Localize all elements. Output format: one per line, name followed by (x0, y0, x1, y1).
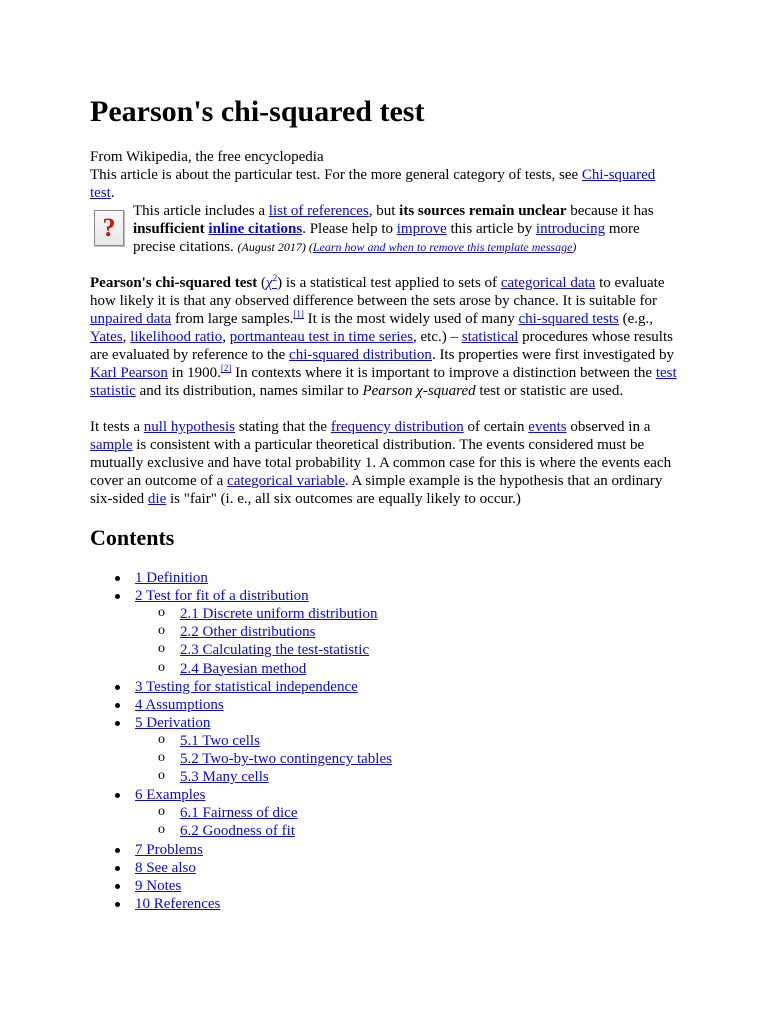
notice-paren-close: ) (572, 240, 577, 254)
toc-link[interactable]: 2.2 Other distributions (180, 624, 316, 641)
p1-text-12: and its distribution, names similar to (135, 383, 363, 399)
notice-text (133, 202, 681, 256)
bullet-icon (115, 721, 120, 726)
circle-bullet-icon: o (158, 822, 165, 838)
notice-text-4: . Please help to (302, 221, 397, 237)
toc-link[interactable]: 6.2 Goodness of fit (180, 823, 295, 840)
p2-text-2: stating that the (235, 419, 331, 435)
p1-text-4: from large samples. (171, 311, 294, 327)
toc-link[interactable]: 6 Examples (135, 787, 206, 804)
link-portmanteau-test[interactable]: portmanteau test in time series (229, 329, 414, 345)
link-citation-1[interactable]: [1] (293, 309, 304, 319)
link-remove-template-message[interactable]: Learn how and when to remove this template message (312, 240, 573, 254)
question-book-icon (94, 210, 124, 246)
notice-bold-insufficient-text: insufficient (133, 221, 205, 237)
chi-symbol: χ (265, 275, 273, 291)
p1-text-13: test or statistic are used. (475, 383, 624, 399)
notice-text-3: because it has (566, 203, 654, 219)
link-inline-citations[interactable]: inline citations (208, 221, 303, 237)
page-title: Pearson's chi-squared test (90, 95, 425, 128)
toc-link[interactable]: 5.2 Two-by-two contingency tables (180, 751, 392, 767)
lead-paragraph-2 (90, 418, 682, 508)
toc-link[interactable]: 3 Testing for statistical independence (135, 678, 358, 695)
bullet-icon (115, 594, 120, 599)
notice-date-text: (August 2017) (237, 240, 306, 254)
notice-bold-insufficient (133, 221, 302, 237)
toc-link[interactable]: 2.4 Bayesian method (180, 660, 307, 677)
link-events[interactable]: events (528, 419, 567, 435)
p1-text-10: in 1900. (167, 365, 221, 381)
hatnote-text: This article is about the particular test. For the more general category of tests, see (90, 167, 582, 183)
link-null-hypothesis[interactable]: null hypothesis (143, 419, 236, 435)
link-unpaired-data[interactable]: unpaired data (90, 311, 172, 327)
circle-bullet-icon: o (158, 605, 165, 621)
toc-link[interactable]: 6.1 Fairness of dice (180, 805, 298, 822)
bullet-icon (115, 866, 120, 871)
link-likelihood-ratio[interactable]: likelihood ratio (130, 329, 223, 345)
p1-text-3: to evaluate how likely it is that any observed difference between the sets arose by chance. It is suitable for (90, 275, 665, 309)
link-categorical-data[interactable]: categorical data (500, 275, 596, 291)
toc-link[interactable]: 5.1 Two cells (180, 732, 260, 749)
p1-text-7: , etc.) – (413, 329, 462, 345)
circle-bullet-icon: o (158, 750, 165, 765)
p2-text-7: is "fair" (i. e., all six outcomes are equally likely to occur.) (166, 491, 521, 507)
p2-text-5: is consistent with a particular theoretical distribution. The events considered must be mutually exclusive and have total probability 1. A common case for this is where the events each cover an outcome of a (90, 437, 672, 489)
link-improve[interactable]: improve (396, 221, 447, 237)
link-categorical-variable[interactable]: categorical variable (227, 473, 345, 489)
p2-text-4: observed in a (566, 419, 651, 435)
toc-link[interactable]: 5 Derivation (135, 714, 211, 731)
notice-bold-sources: its sources remain unclear (399, 203, 567, 219)
link-citation-2[interactable]: [2] (220, 363, 232, 373)
notice-text-6: more precise citations. (133, 221, 640, 255)
link-statistical[interactable]: statistical (461, 329, 519, 345)
lead-bold-title: Pearson's chi-squared test (90, 275, 258, 291)
toc-link[interactable]: 1 Definition (135, 570, 208, 586)
p1-comma-1: , (122, 329, 131, 345)
toc-link[interactable]: 9 Notes (135, 877, 182, 894)
bullet-icon (115, 902, 120, 907)
citation-2 (221, 363, 232, 373)
link-yates[interactable]: Yates (90, 329, 123, 345)
hatnote (90, 166, 680, 202)
contents-heading: Contents (90, 525, 175, 550)
p1-text-5: It is the most widely used of many (303, 311, 519, 327)
circle-bullet-icon: o (158, 641, 165, 657)
link-karl-pearson[interactable]: Karl Pearson (90, 365, 168, 381)
p1-text-11: In contexts where it is important to improve a distinction between the (231, 365, 656, 381)
link-frequency-distribution[interactable]: frequency distribution (330, 419, 464, 435)
link-sample[interactable]: sample (90, 437, 133, 453)
p1-text-2: ) is a statistical test applied to sets of (277, 275, 501, 291)
bullet-icon (115, 685, 120, 690)
notice-text-5: this article by (446, 221, 536, 237)
notice-paren-open: ( (308, 240, 313, 254)
p1-text-6: (e.g., (618, 311, 654, 327)
tagline: From Wikipedia, the free encyclopedia (90, 149, 324, 165)
link-chi-squared-distribution[interactable]: chi-squared distribution (289, 347, 432, 363)
p2-text-1: It tests a (90, 419, 144, 435)
toc-link[interactable]: 2 Test for fit of a distribution (135, 588, 309, 605)
question-mark-glyph: ? (102, 213, 116, 242)
bullet-icon (115, 848, 120, 853)
notice-date (238, 240, 577, 254)
bullet-icon (115, 576, 120, 581)
p1-text-9: . Its properties were first investigated by (431, 347, 674, 363)
p1-text-8: procedures whose results are evaluated by reference to the (90, 329, 673, 363)
p1-comma-2: , (222, 329, 230, 345)
toc-link[interactable]: 2.3 Calculating the test-statistic (180, 642, 370, 659)
toc-link[interactable]: 8 See also (135, 859, 196, 876)
citation-1 (293, 309, 304, 319)
circle-bullet-icon: o (158, 659, 165, 675)
link-chi[interactable] (266, 275, 277, 291)
p1-text-1: ( (257, 275, 266, 291)
link-list-of-references[interactable]: list of references (268, 203, 369, 219)
circle-bullet-icon: o (158, 731, 165, 747)
bullet-icon (115, 793, 120, 798)
toc-link[interactable]: 5.3 Many cells (180, 769, 269, 786)
toc-link[interactable]: 4 Assumptions (135, 696, 224, 713)
pearson-chi-squared-italic: Pearson χ-squared (362, 383, 476, 399)
link-chi-squared-tests[interactable]: chi-squared tests (518, 311, 619, 327)
toc-link[interactable]: 2.1 Discrete uniform distribution (180, 606, 378, 623)
chi-superscript: 2 (272, 273, 278, 283)
hatnote-period: . (110, 185, 115, 201)
link-introducing[interactable]: introducing (535, 221, 606, 237)
notice-text-1: This article includes a (133, 203, 269, 219)
link-chi-squared-test[interactable]: Chi-squared test (90, 167, 656, 201)
bullet-icon (115, 703, 120, 708)
link-test-statistic[interactable]: test statistic (90, 365, 677, 399)
circle-bullet-icon: o (158, 804, 165, 820)
toc-link[interactable]: 7 Problems (135, 841, 203, 858)
lead-paragraph-1 (90, 274, 682, 400)
bullet-icon (115, 884, 120, 889)
p2-text-6: . A simple example is the hypothesis that an ordinary six-sided (90, 473, 663, 507)
p2-text-3: of certain (463, 419, 529, 435)
circle-bullet-icon: o (158, 768, 165, 784)
link-die[interactable]: die (147, 491, 167, 507)
circle-bullet-icon: o (158, 623, 165, 639)
toc-link[interactable]: 10 References (135, 895, 221, 912)
notice-text-2: , but (368, 203, 400, 219)
